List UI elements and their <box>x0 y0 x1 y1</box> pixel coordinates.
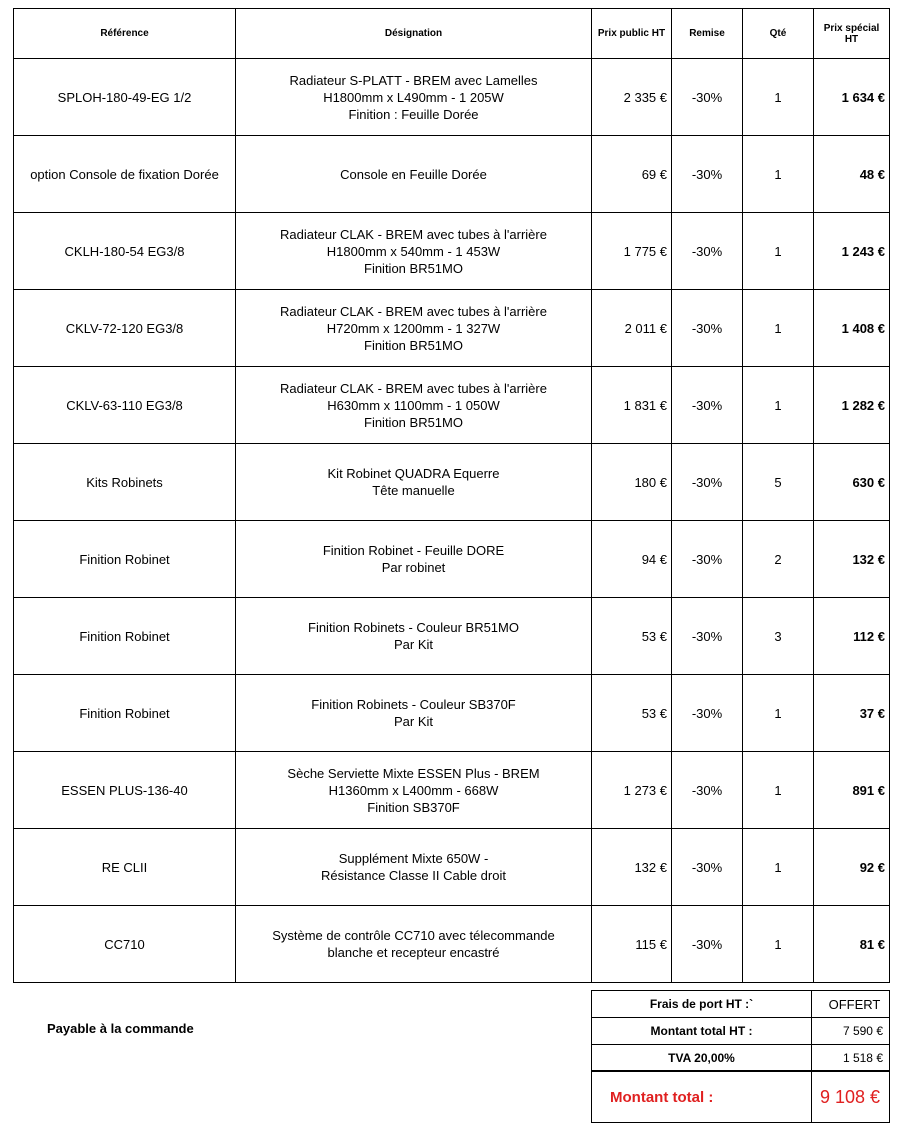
remise-cell: -30% <box>672 213 743 290</box>
prix-public-cell: 1 273 € <box>592 752 672 829</box>
total-ht-row <box>592 1018 890 1045</box>
header-prix-public: Prix public HT <box>592 9 672 59</box>
table-row <box>14 675 890 752</box>
prix-public-cell: 2 011 € <box>592 290 672 367</box>
shipping-value: OFFERT <box>812 991 890 1018</box>
designation-cell: Console en Feuille Dorée <box>236 136 592 213</box>
prix-special-cell: 132 € <box>814 521 890 598</box>
remise-cell: -30% <box>672 521 743 598</box>
reference-cell: Kits Robinets <box>14 444 236 521</box>
table-row <box>14 367 890 444</box>
tva-value: 1 518 € <box>812 1045 890 1072</box>
designation-cell: Radiateur CLAK - BREM avec tubes à l'arrière H630mm x 1100mm - 1 050W Finition BR51MO <box>236 367 592 444</box>
quantity-cell: 1 <box>743 136 814 213</box>
remise-cell: -30% <box>672 752 743 829</box>
table-row <box>14 290 890 367</box>
table-body <box>14 59 890 983</box>
prix-special-cell: 630 € <box>814 444 890 521</box>
quantity-cell: 1 <box>743 213 814 290</box>
remise-cell: -30% <box>672 675 743 752</box>
designation-cell: Finition Robinets - Couleur SB370F Par Kit <box>236 675 592 752</box>
prix-public-cell: 115 € <box>592 906 672 983</box>
remise-cell: -30% <box>672 136 743 213</box>
prix-special-cell: 891 € <box>814 752 890 829</box>
total-ht-label: Montant total HT : <box>592 1018 812 1045</box>
designation-cell: Supplément Mixte 650W - Résistance Classe II Cable droit <box>236 829 592 906</box>
prix-special-cell: 1 634 € <box>814 59 890 136</box>
designation-cell: Radiateur CLAK - BREM avec tubes à l'arrière H720mm x 1200mm - 1 327W Finition BR51MO <box>236 290 592 367</box>
quantity-cell: 1 <box>743 367 814 444</box>
designation-cell: Finition Robinet - Feuille DORE Par robinet <box>236 521 592 598</box>
table-row <box>14 598 890 675</box>
prix-special-cell: 37 € <box>814 675 890 752</box>
header-designation: Désignation <box>236 9 592 59</box>
shipping-row <box>592 991 890 1018</box>
reference-cell: Finition Robinet <box>14 675 236 752</box>
header-remise: Remise <box>672 9 743 59</box>
table-row <box>14 59 890 136</box>
grand-total-label: Montant total : <box>592 1071 812 1123</box>
grand-total-value: 9 108 € <box>812 1071 890 1123</box>
quantity-cell: 5 <box>743 444 814 521</box>
reference-cell: option Console de fixation Dorée <box>14 136 236 213</box>
reference-cell: RE CLII <box>14 829 236 906</box>
tva-label: TVA 20,00% <box>592 1045 812 1072</box>
prix-public-cell: 180 € <box>592 444 672 521</box>
prix-public-cell: 1 775 € <box>592 213 672 290</box>
table-row <box>14 444 890 521</box>
prix-public-cell: 1 831 € <box>592 367 672 444</box>
prix-public-cell: 69 € <box>592 136 672 213</box>
quantity-cell: 3 <box>743 598 814 675</box>
prix-special-cell: 1 282 € <box>814 367 890 444</box>
table-row <box>14 829 890 906</box>
header-reference: Référence <box>14 9 236 59</box>
prix-public-cell: 94 € <box>592 521 672 598</box>
table-row <box>14 213 890 290</box>
table-row <box>14 521 890 598</box>
totals-table <box>591 990 890 1123</box>
quantity-cell: 2 <box>743 521 814 598</box>
prix-special-cell: 112 € <box>814 598 890 675</box>
designation-cell: Système de contrôle CC710 avec télecommande blanche et recepteur encastré <box>236 906 592 983</box>
remise-cell: -30% <box>672 829 743 906</box>
remise-cell: -30% <box>672 906 743 983</box>
quantity-cell: 1 <box>743 675 814 752</box>
table-header-row <box>14 9 890 59</box>
quantity-cell: 1 <box>743 752 814 829</box>
designation-cell: Finition Robinets - Couleur BR51MO Par Kit <box>236 598 592 675</box>
prix-public-cell: 2 335 € <box>592 59 672 136</box>
reference-cell: CC710 <box>14 906 236 983</box>
reference-cell: CKLV-72-120 EG3/8 <box>14 290 236 367</box>
prix-special-cell: 92 € <box>814 829 890 906</box>
prix-special-cell: 1 408 € <box>814 290 890 367</box>
prix-public-cell: 132 € <box>592 829 672 906</box>
quantity-cell: 1 <box>743 829 814 906</box>
remise-cell: -30% <box>672 290 743 367</box>
payment-terms: Payable à la commande <box>47 1021 194 1036</box>
quantity-cell: 1 <box>743 59 814 136</box>
remise-cell: -30% <box>672 444 743 521</box>
prix-special-cell: 48 € <box>814 136 890 213</box>
grand-total-row <box>592 1071 890 1123</box>
designation-cell: Radiateur S-PLATT - BREM avec Lamelles H1800mm x L490mm - 1 205W Finition : Feuille Dorée <box>236 59 592 136</box>
reference-cell: SPLOH-180-49-EG 1/2 <box>14 59 236 136</box>
tva-row <box>592 1045 890 1072</box>
prix-public-cell: 53 € <box>592 675 672 752</box>
header-prix-special: Prix spécial HT <box>814 9 890 59</box>
reference-cell: Finition Robinet <box>14 521 236 598</box>
table-row <box>14 752 890 829</box>
shipping-label: Frais de port HT :` <box>592 991 812 1018</box>
quote-table <box>13 8 890 983</box>
remise-cell: -30% <box>672 59 743 136</box>
reference-cell: Finition Robinet <box>14 598 236 675</box>
designation-cell: Sèche Serviette Mixte ESSEN Plus - BREM H1360mm x L400mm - 668W Finition SB370F <box>236 752 592 829</box>
designation-cell: Radiateur CLAK - BREM avec tubes à l'arrière H1800mm x 540mm - 1 453W Finition BR51MO <box>236 213 592 290</box>
prix-special-cell: 81 € <box>814 906 890 983</box>
reference-cell: CKLV-63-110 EG3/8 <box>14 367 236 444</box>
reference-cell: CKLH-180-54 EG3/8 <box>14 213 236 290</box>
header-qte: Qté <box>743 9 814 59</box>
table-row <box>14 136 890 213</box>
remise-cell: -30% <box>672 367 743 444</box>
designation-cell: Kit Robinet QUADRA Equerre Tête manuelle <box>236 444 592 521</box>
total-ht-value: 7 590 € <box>812 1018 890 1045</box>
reference-cell: ESSEN PLUS-136-40 <box>14 752 236 829</box>
prix-special-cell: 1 243 € <box>814 213 890 290</box>
quantity-cell: 1 <box>743 906 814 983</box>
prix-public-cell: 53 € <box>592 598 672 675</box>
remise-cell: -30% <box>672 598 743 675</box>
quantity-cell: 1 <box>743 290 814 367</box>
table-row <box>14 906 890 983</box>
